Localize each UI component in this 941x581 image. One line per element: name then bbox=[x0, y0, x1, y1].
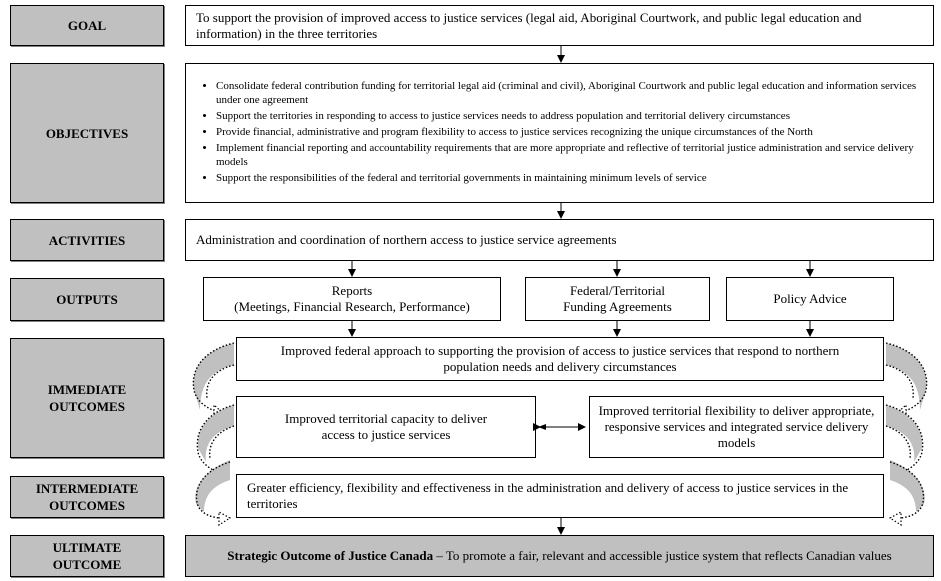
funding-line-1: Federal/Territorial bbox=[569, 283, 666, 298]
funding-line-2: Funding Agreements bbox=[563, 299, 672, 314]
reports-subtitle: (Meetings, Financial Research, Performance) bbox=[234, 299, 470, 314]
objective-item: • Implement financial reporting and accountability requirements that are more appropriate and reflective of territorial justice administration and service delivery models bbox=[216, 141, 925, 169]
intermediate-outcomes-label: INTERMEDIATE OUTCOMES bbox=[10, 476, 164, 518]
territorial-flexibility-text: Improved territorial flexibility to deliver appropriate, responsive services and integrated service delivery models bbox=[598, 403, 875, 450]
objective-item: • Provide financial, administrative and program flexibility to access to justice services recognizing the unique circumstances of the North bbox=[216, 125, 925, 139]
outputs-label: OUTPUTS bbox=[10, 278, 164, 321]
left-curved-arrows bbox=[193, 343, 234, 525]
goal-label: GOAL bbox=[10, 5, 164, 46]
federal-approach-text: Improved federal approach to supporting the provision of access to justice services that respond to northern population needs and delivery circumstances bbox=[280, 343, 840, 374]
objectives-label: OBJECTIVES bbox=[10, 63, 164, 203]
objective-item: • Support the responsibilities of the federal and territorial governments in maintaining minimum levels of service bbox=[216, 171, 925, 185]
policy-advice-text: Policy Advice bbox=[773, 291, 847, 306]
objective-item: • Support the territories in responding to access to justice services needs to address population and territorial delivery circumstances bbox=[216, 109, 925, 123]
activity-text: Administration and coordination of northern access to justice service agreements bbox=[196, 232, 617, 247]
territorial-capacity-text: Improved territorial capacity to deliver access to justice services bbox=[284, 411, 488, 442]
reports-title: Reports bbox=[331, 283, 373, 298]
goal-text: To support the provision of improved access to justice services (legal aid, Aboriginal Courtwork, and public legal education and information) in the three territories bbox=[196, 9, 862, 41]
activities-label: ACTIVITIES bbox=[10, 219, 164, 261]
ultimate-outcome-bold: Strategic Outcome of Justice Canada bbox=[227, 548, 434, 563]
right-curved-arrows bbox=[886, 343, 927, 525]
ultimate-outcome-label: ULTIMATE OUTCOME bbox=[10, 535, 164, 577]
objective-item: • Consolidate federal contribution funding for territorial legal aid (criminal and civil), Aboriginal Courtwork and public legal education and information services under one agreement bbox=[216, 79, 925, 107]
intermediate-outcome-text: Greater efficiency, flexibility and effectiveness in the administration and delivery of access to justice services in the territories bbox=[247, 480, 849, 511]
immediate-outcomes-label: IMMEDIATE OUTCOMES bbox=[10, 338, 164, 458]
ultimate-outcome-rest: – To promote a fair, relevant and accessible justice system that reflects Canadian values bbox=[433, 548, 892, 563]
